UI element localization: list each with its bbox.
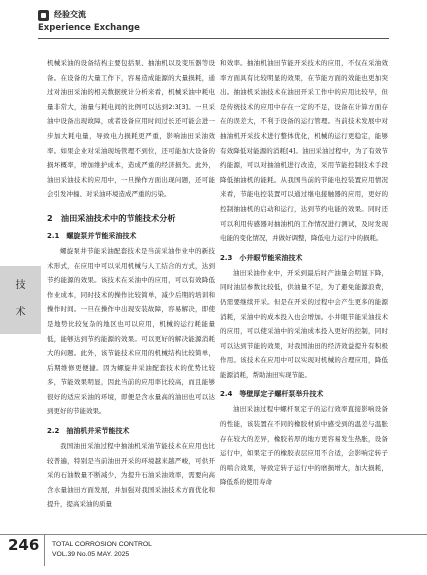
page-footer bbox=[0, 528, 427, 575]
footer-divider bbox=[0, 534, 427, 535]
section-title-en: Experience Exchange bbox=[38, 23, 140, 33]
journal-logo-icon bbox=[38, 10, 49, 21]
footer-separator bbox=[44, 534, 45, 566]
paragraph: 机械采油的设备结构主要包括泵、抽油机以及变压器等设备。在设备的大量工作下，容易造成能源的大量损耗，通过对油田采油的相关数据统计分析来看，机械采油中耗电量非常大，油量与耗电间的比例可以达到2:3[3]。一旦采油中设备出现故障，或者设备应用时间过长还可能会进一步加大耗电量，导致电力损耗更严重，影响油田采油效率。如果企业对采油现场管理不到位，还可能加大设备的损坏概率，增加维护成本，造成严重的经济损失。此外，油田采油技术的应用中，一旦操作方面出现问题，还可能会引发冲撞、对采油环境造成严重的污染。 bbox=[47, 59, 215, 199]
page-number: 246 bbox=[8, 536, 40, 554]
subsection-heading: 2.2 抽油机井采节能技术 bbox=[47, 427, 130, 436]
paragraph: 和效率。抽油机油田节能开采技术的应用，不仅在采油效率方面具有比较明显的效果，在节能方面的效能也更加突出。抽油机采油技术在油田开采工作中的应用比较早，但是传统技术的应用中存在一定的不足，设备在计算方面存在的误差大，不利于设备的运行管理。当前技术发展中对抽油机开采技术进行整体优化，机械的运行更稳定，能够有效降低对能源的消耗[4]。油田采油过程中，为了有效节约能源，可以对抽油机进行改造，采用节能控制技术手段降低抽油机的能耗。从我国当前的节能电控装置应用情况来看，节能电控装置可以通过继电接触器的应用，更好的控制抽油机的启动和运行，达到节约电能的效果。同时还可以利用传感器对抽油机的工作情况进行测试，及时发现电能的变化情况，并做好调整，降低电力运行中的损耗。 bbox=[220, 59, 388, 243]
subsection-heading: 2.3 小井眼节能采油技术 bbox=[220, 253, 303, 262]
side-tab-label bbox=[0, 270, 41, 320]
left-column bbox=[47, 56, 215, 512]
right-column bbox=[220, 56, 388, 490]
page-header bbox=[0, 0, 427, 47]
paragraph: 螺旋泵井节能采油配套技术是当前采油作业中的新技术形式，在应用中可以采用机械与人工结合的方式，达到节约能源的效果。该技术在采油中的应用，可以有效降低作业成本，同时技术的操作比较简单，减少后期的培训和操作时间。一旦在操作中出现安装故障，容易解决，即使是地势比较复杂的地区也可以应用，机械的运行耗能量低，能够达到节约能源的效果。可以更好的解决能源消耗大的问题。此外，该节能技术应用的机械结构比较简单，后期维修更便捷。因为螺旋井采油配套技术的优势比较多，节能效果明显，因此当前的应用率比较高，而且能够很好的适应采油的环境，即便是含水量高的油田也可以达到更好的节能效果。 bbox=[47, 246, 215, 416]
side-tab-char: 术 bbox=[15, 307, 26, 318]
paragraph: 我国油田采油过程中抽油机采油节能技术在应用也比较普遍，特别是当前油田开采的环境越来越严峻，可供开采的石油数量不断减少，为提升石油采油效率，需要向高含水量油田方面发展，并加强对我国采油技术方面优化和提升，提高采油的质量 bbox=[47, 442, 215, 509]
header-divider bbox=[38, 38, 389, 39]
journal-name: TOTAL CORROSION CONTROL bbox=[52, 541, 152, 548]
section-heading: 2 油田采油技术中的节能技术分析 bbox=[47, 212, 176, 223]
journal-issue: VOL.39 No.05 MAY. 2025 bbox=[52, 551, 130, 558]
paragraph: 油田采油过程中螺杆泵定子的运行效率直接影响设备的性能，该装置在不同的橡胶材质中感受到的温差与温胀存在较大的差异，橡胶若厚的地方更容易发生热胀，设备运行中，如果定子的橡胶表层应用不合适，会影响定转子的啮合效果，导致定转子运行中的磨损增大，加大损耗，降低系的使用寿命 bbox=[220, 405, 388, 487]
subsection-heading: 2.4 等壁厚定子螺杆泵举升技术 bbox=[220, 390, 324, 399]
section-title-cn: 经验交流 bbox=[54, 10, 86, 19]
side-tab-char: 技 bbox=[15, 280, 26, 291]
subsection-heading: 2.1 螺旋泵并节能采油技术 bbox=[47, 231, 137, 240]
paragraph: 油田采油作业中，开采到最后时产油量会明显下降，同时油层参数比较低，供油量不足，为了避免能源浪费，仍需要继续开采。但是在开采的过程中会产生更多的能源消耗，采油中的成本投入也会增加。小井眼节能采油技术的应用，可以使采油中的采油成本投入更好的控制，同时可以达到节能的效果，对我国油田的经济效益提升有积极作用。该技术在应用中可以实现对机械的合理应用，降低能源消耗，帮助油田实现节能。 bbox=[220, 268, 388, 379]
